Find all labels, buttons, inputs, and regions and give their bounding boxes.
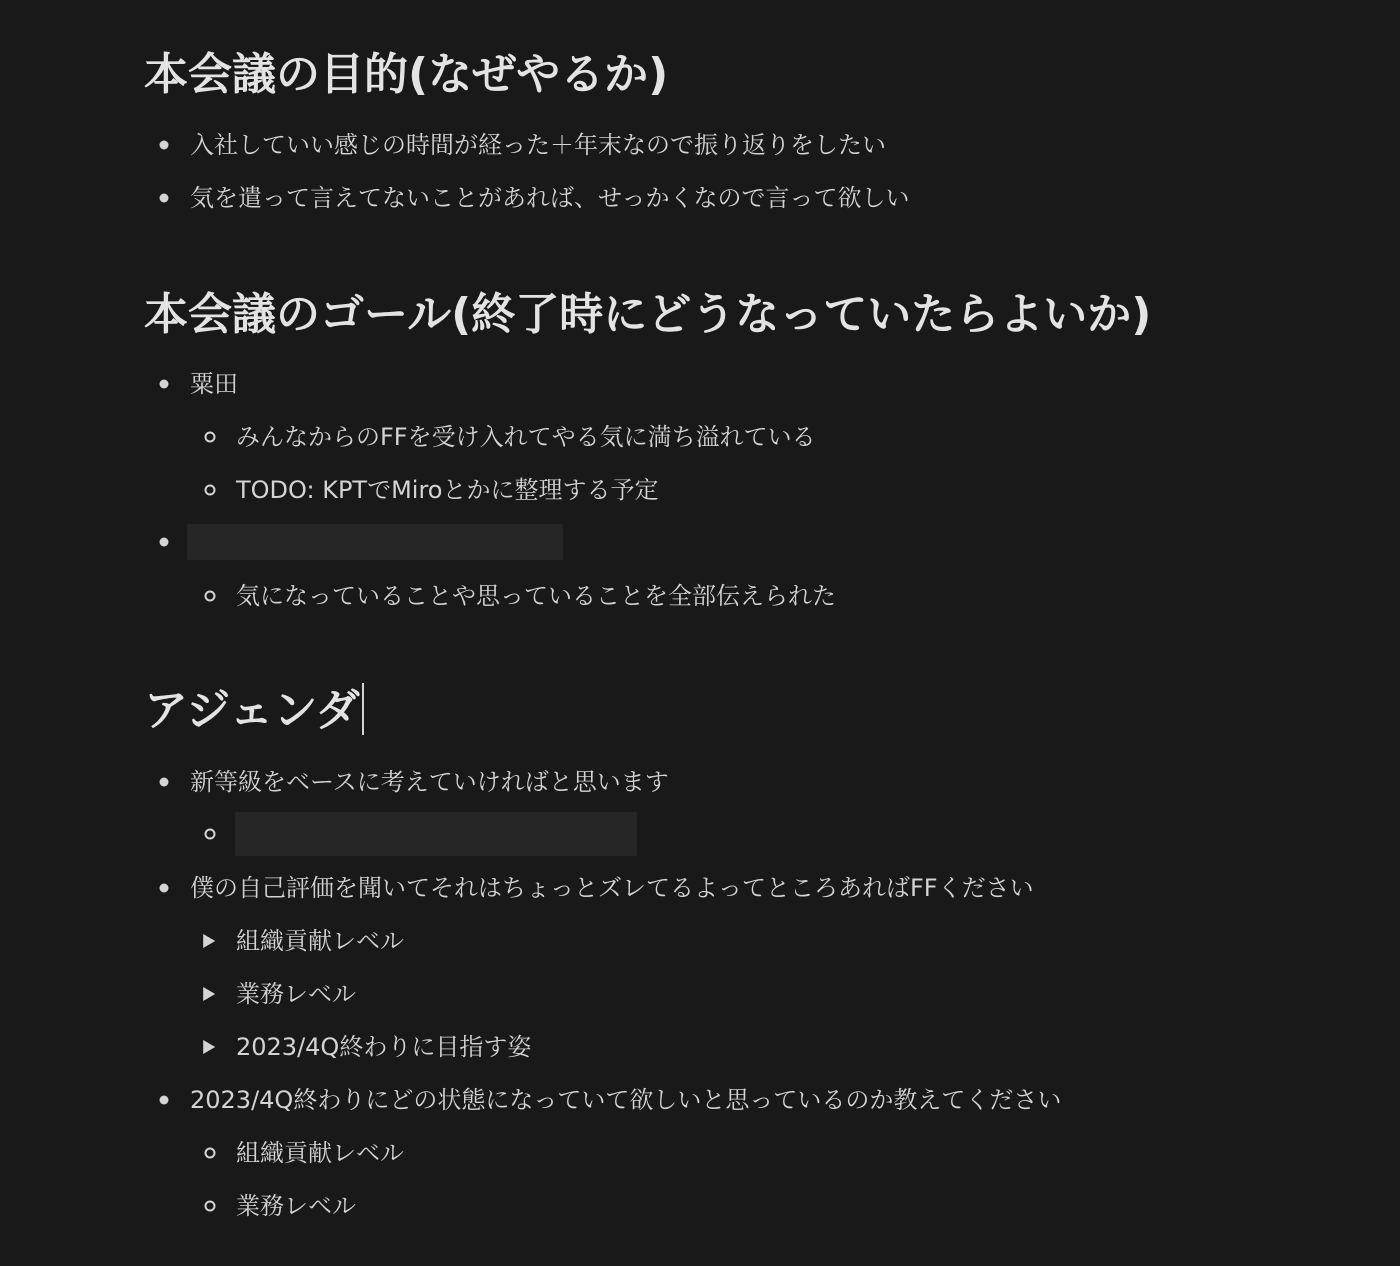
heading-purpose[interactable]: 本会議の目的(なぜやるか) xyxy=(144,49,669,100)
redacted-block xyxy=(187,524,563,560)
list-item-text[interactable]: 業務レベル xyxy=(236,1192,356,1220)
list-item-text[interactable]: 気になっていることや思っていることを全部伝えられた xyxy=(236,582,836,610)
toggle-triangle-icon[interactable] xyxy=(203,1040,215,1054)
bullet-disc xyxy=(160,538,169,547)
list-item-text[interactable]: みんなからのFFを受け入れてやる気に満ち溢れている xyxy=(236,423,816,451)
bullet-disc xyxy=(160,380,169,389)
list-item-text[interactable]: 僕の自己評価を聞いてそれはちょっとズレてるよってところあればFFください xyxy=(190,874,1034,902)
bullet-circle xyxy=(205,485,216,496)
bullet-disc xyxy=(160,141,169,150)
list-item-text[interactable]: 2023/4Q終わりにどの状態になっていて欲しいと思っているのか教えてください xyxy=(190,1086,1062,1114)
list-item-text[interactable]: 気を遣って言えてないことがあれば、せっかくなので言って欲しい xyxy=(190,184,910,212)
bullet-disc xyxy=(160,194,169,203)
toggle-item-text[interactable]: 業務レベル xyxy=(236,980,356,1008)
list-item-text[interactable]: 入社していい感じの時間が経った＋年末なので振り返りをしたい xyxy=(190,131,886,159)
bullet-circle xyxy=(205,432,216,443)
text-caret xyxy=(362,683,364,735)
list-item-text[interactable]: 組織貢献レベル xyxy=(236,1139,404,1167)
heading-agenda-text[interactable]: アジェンダ xyxy=(144,685,360,736)
list-item-text[interactable]: 新等級をベースに考えていければと思います xyxy=(190,768,669,796)
toggle-triangle-icon[interactable] xyxy=(203,934,215,948)
bullet-disc xyxy=(160,1096,169,1105)
list-item-text[interactable]: TODO: KPTでMiroとかに整理する予定 xyxy=(236,476,659,504)
toggle-item-text[interactable]: 2023/4Q終わりに目指す姿 xyxy=(236,1033,532,1061)
bullet-circle xyxy=(205,1201,216,1212)
toggle-triangle-icon[interactable] xyxy=(203,987,215,1001)
bullet-circle xyxy=(205,829,216,840)
bullet-disc xyxy=(160,778,169,787)
redacted-block xyxy=(235,812,637,856)
list-item-text[interactable]: 粟田 xyxy=(190,370,238,398)
heading-goal[interactable]: 本会議のゴール(終了時にどうなっていたらよいか) xyxy=(144,289,1152,340)
toggle-item-text[interactable]: 組織貢献レベル xyxy=(236,927,404,955)
bullet-disc xyxy=(160,884,169,893)
bullet-circle xyxy=(205,1148,216,1159)
heading-agenda[interactable] xyxy=(144,683,364,739)
bullet-circle xyxy=(205,591,216,602)
